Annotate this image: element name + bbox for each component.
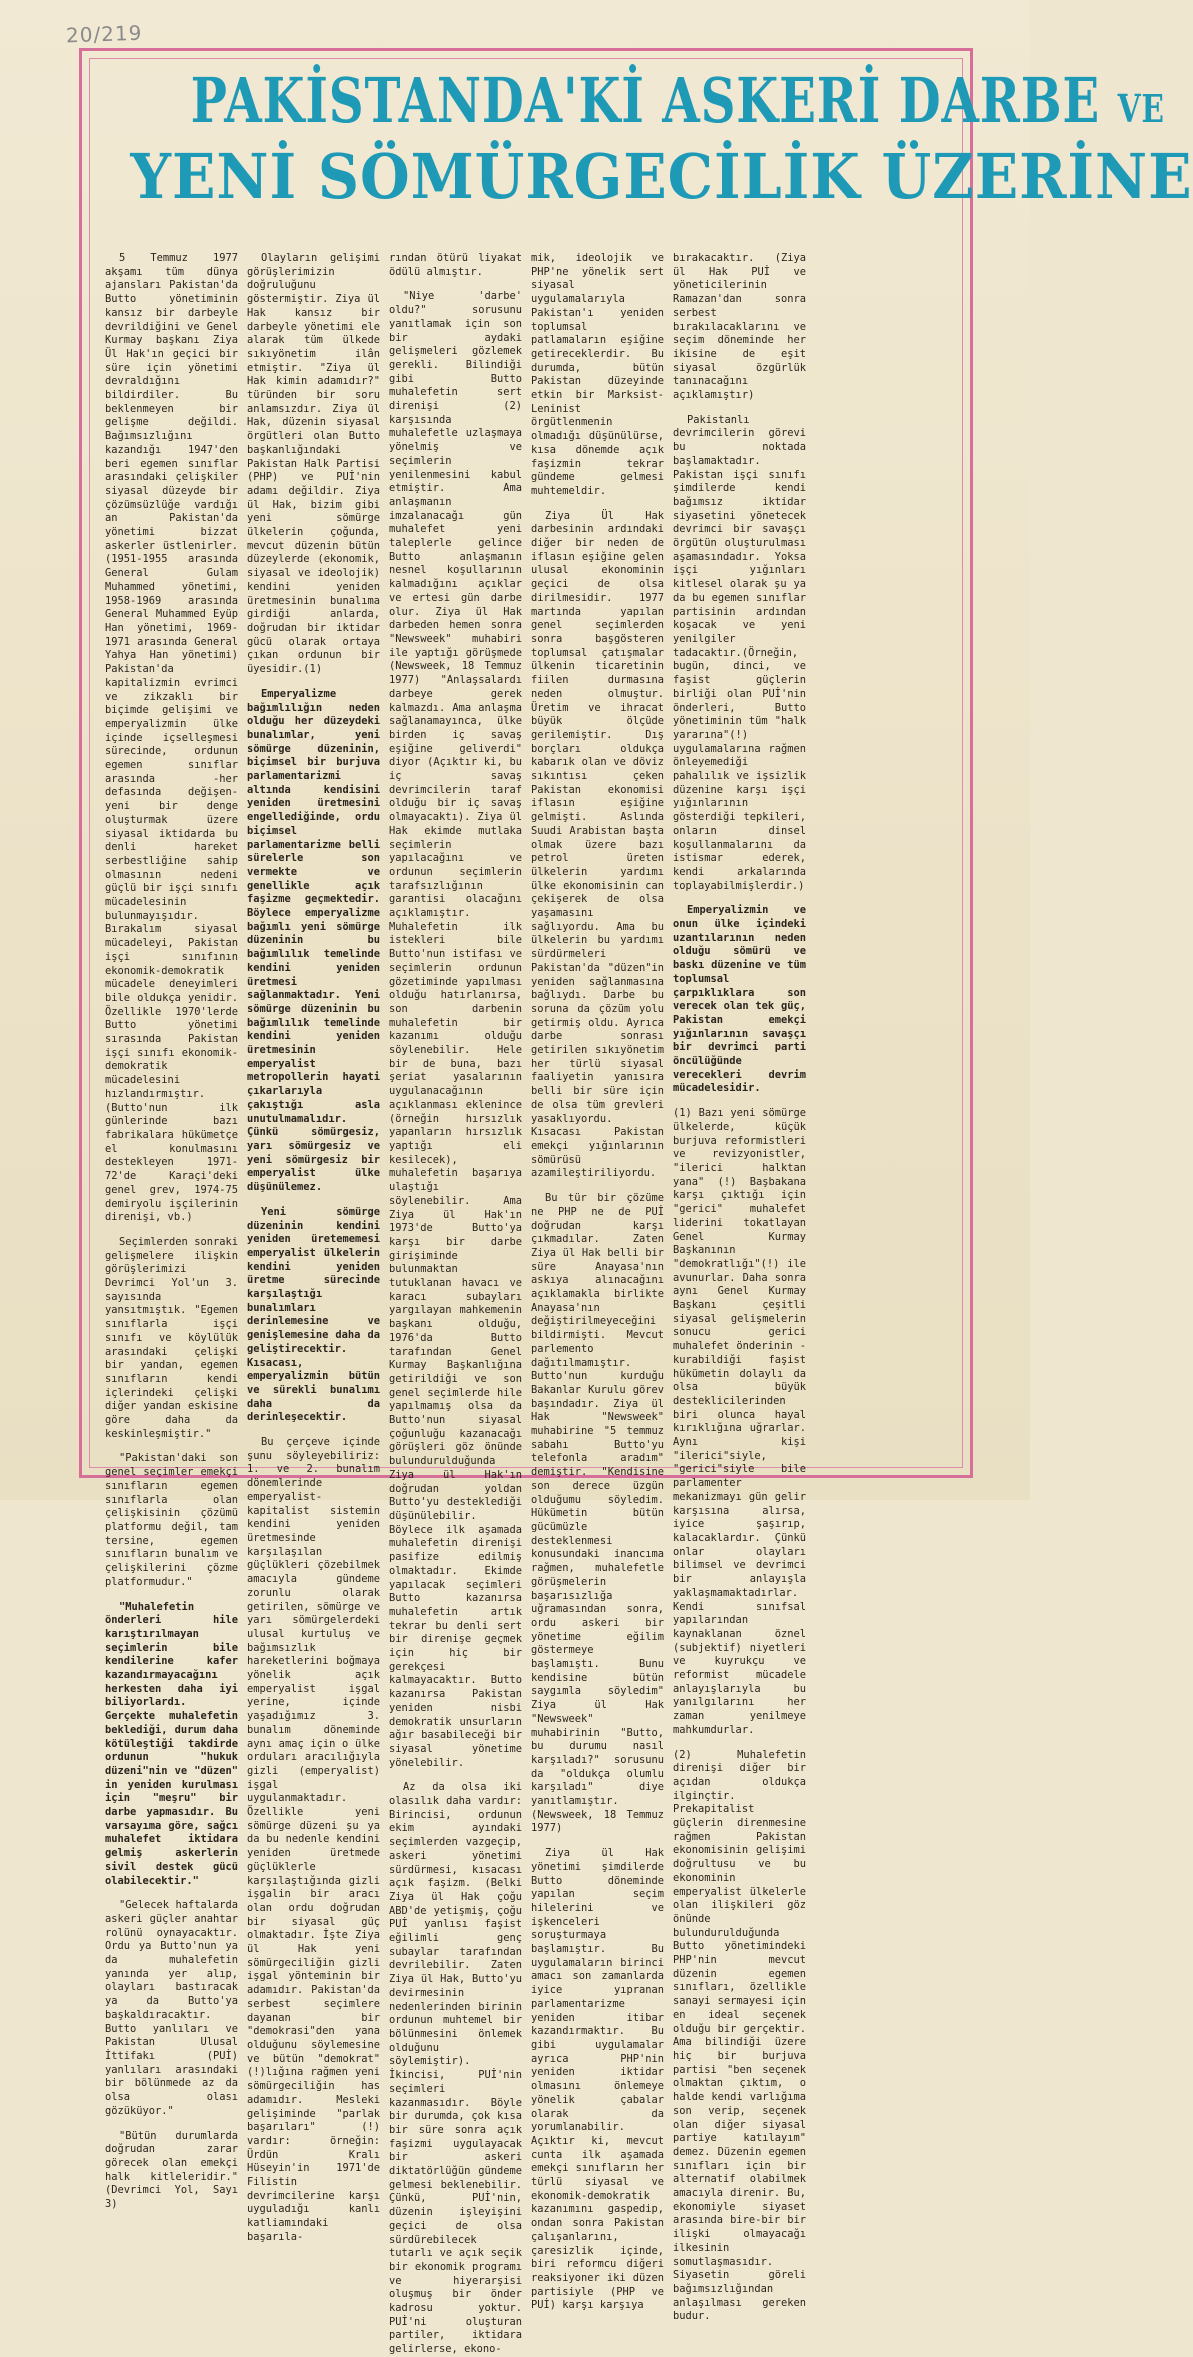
paragraph: 5 Temmuz 1977 akşamı tüm dünya ajansları Pakistan'da Butto yönetiminin kansız bir darbeyle devrildiğini ve Genel Kurmay başkanı Ziya Ül Hak'ın geçici bir süre için yönetimi devraldığını bildirdiler. Bu beklenmeyen bir gelişme değildi. Bağımsızlığını kazandığı 1947'den beri egemen sınıflar arasındaki çelişkiler siyasal düzeyde bir çözümsüzlüğe vardığı an Pakistan'da yönetimi bizzat askerler üstlenirler. (1951-1955 arasında General Gulam Muhammed yönetimi, 1958-1969 arasında General Muhammed Eyüp Han yönetimi, 1969-1971 arasında General Yahya Han yönetimi) Pakistan'da kapitalizmin evrimci ve zikzaklı bir biçimde gelişimi ve emperyalizmin ülke içinde içselleşmesi sürecinde, ordunun egemen sınıflar arasında -her defasında değişen- yeni bir denge oluşturmak üzere siyasal iktidarda bu denli hareket serbestliğine sahip olmasının nedeni güçlü bir işçi sınıfı mücadelesinin bulunmayışıdır. Bırakalım siyasal mücadeleyi, Pakistan işçi sınıfının ekonomik-demokratik mücadele deneyimleri bile oldukça yenidir. Özellikle 1970'lerde Butto yönetimi sırasında Pakistan işçi sınıfı ekonomik-demokratik mücadelesini hızlandırmıştır. (Butto'nun ilk günlerinde bazı fabrikalara hükümetçe el konulmasını destekleyen 1971-72'de Karaçi'deki genel grev, 1974-75 demiryolu işçilerinin direnişi, vb.) [105,252,238,1224]
paragraph: bırakacaktır. (Ziya ül Hak PUİ ve yöneticilerinin Ramazan'dan sonra serbest bırakılacaklarını ve seçim döneminde her ikisine de eşit siyasal özgürlük tanınacağını açıklamıştır) [673,252,806,402]
paragraph: "Gelecek haftalarda askeri güçler anahtar rolünü oynayacaktır. Ordu ya Butto'nun ya da muhalefetin yanında yer alıp, olayları bastıracak ya da Butto'ya başkaldıracaktır. Butto yanlıları ve Pakistan Ulusal İttifakı (PUİ) yanlıları arasındaki bir bölünmede az da olsa olası gözüküyor." [105,1899,238,2117]
paragraph: "Bütün durumlarda doğrudan zarar görecek olan emekçi halk kitleleridir." (Devrimci Yol, Sayı 3) [105,2129,238,2211]
text-column-3 [389,252,522,2356]
text-column-1 [105,252,238,2211]
article-body [105,252,950,2356]
paragraph: Bu çerçeve içinde şunu söyleyebiliriz: 1. ve 2. bunalım dönemlerinde emperyalist-kapitalist sistemin kendini yeniden üretmesinde karşılaşılan güçlükleri çözebilmek amacıyla gündeme zorunlu olarak getirilen, sömürge ve yarı sömürgelerdeki ulusal kurtuluş ve bağımsızlık hareketlerini boğmaya yönelik açık emperyalist işgal yerine, içinde yaşadığımız 3. bunalım döneminde aynı amaç için o ülke orduları aracılığıyla gizli (emperyalist) işgal uygulanmaktadır. Özellikle yeni sömürge düzeni şu ya da bu nedenle kendini yeniden üretmede güçlüklerle karşılaştığında gizli işgalin bir aracı olan ordu doğrudan bir siyasal güç olmaktadır. İşte Ziya ül Hak yeni sömürgeciliğin gizli işgal yönteminin bir adamıdır. Pakistan'da serbest seçimlere dayanan bir "demokrasi"den yana olduğunu söylemesine ve bütün "demokrat"(!)lığına rağmen yeni sömürgeciliğin has adamıdır. Mesleki gelişiminde "parlak başarıları" (!) vardır: örneğin: Ürdün Kralı Hüseyin'in 1971'de Filistin devrimcilerine karşı uyguladığı kanlı katliamındaki başarıla- [247,1436,380,2243]
paragraph: "Pakistan'daki son genel seçimler emekçi sınıfların egemen sınıflarla olan çelişkisinin çözümü platformu değil, tam tersine, egemen sınıfların bunalım ve çelişkilerini çözme platformudur." [105,1452,238,1588]
text-column-2 [247,252,380,2243]
headline-line-1 [190,64,1165,137]
paragraph: Yeni sömürge düzeninin kendini yeniden üretememesi emperyalist ülkelerin kendini yeniden üretme sürecinde karşılaştığı bunalımları derinlemesine ve genişlemesine daha da geliştirecektir. Kısacası, emperyalizmin bütün ve sürekli bunalımı daha da derinleşecektir. [247,1205,380,1424]
paragraph: Olayların gelişimi görüşlerimizin doğruluğunu göstermiştir. Ziya ül Hak kansız bir darbeyle yönetimi ele alarak tüm ülkede sıkıyönetim ilân etmiştir. "Ziya ül Hak kimin adamıdır?" türünden bir soru anlamsızdır. Ziya ül Hak, düzenin siyasal örgütleri olan Butto başkanlığındaki Pakistan Halk Partisi (PHP) ve PUİ'nin adamı değildir. Ziya ül Hak, bizim gibi yeni sömürge ülkelerin çoğunda, mevcut düzenin bütün düzeylerde (ekonomik, siyasal ve ideolojik) kendini yeniden üretmesinin bunalıma girdiği anlarda, doğrudan bir iktidar gücü olarak ortaya çıkan ordunun bir üyesidir.(1) [247,252,380,676]
paragraph: Pakistanlı devrimcilerin görevi bu noktada başlamaktadır. Pakistan işçi sınıfı şimdilerde kendi bağımsız iktidar siyasetini yönetecek devrimci bir savaşçı örgütün oluşturulması aşamasındadır. Yoksa işçi yığınları kitlesel olarak şu ya da bu egemen sınıflar partisinin ardından koşacak ve yeni yenilgiler tadacaktır.(Örneğin, bugün, dinci, ve faşist güçlerin birliği olan PUİ'nin önderleri, Butto yönetiminin tüm "halk yararına"(!) uygulamalarına rağmen önleyemediği pahalılık ve işsizlik düzenine karşı işçi yığınlarının gösterdiği tepkileri, onların dinsel koşullanmalarını da istismar ederek, kendi arkalarında toplayabilmişlerdir.) [673,413,806,892]
paragraph: Az da olsa iki olasılık daha vardır: Birincisi, ordunun ekim ayındaki seçimlerden vazgeçip, askeri yönetimi sürdürmesi, kısacası açık faşizm. (Belki Ziya ül Hak çoğu ABD'de yetişmiş, çoğu PUİ yanlısı faşist eğilimli genç subaylar tarafından devrilebilir. Zaten Ziya ül Hak, Butto'yu devirmesinin nedenlerinden birinin ordunun muhtemel bir bölünmesini önlemek olduğunu söylemiştir). İkincisi, PUİ'nin seçimleri kazanmasıdır. Böyle bir durumda, çok kısa bir süre sonra açık faşizmi uygulayacak bir askeri diktatörlüğün gündeme gelmesi beklenebilir. Çünkü, PUİ'nin, düzenin işleyişini geçici de olsa sürdürebilecek tutarlı ve açık seçik bir ekonomik programı ve hiyerarşisi oluşmuş bir önder kadrosu yoktur. PUİ'ni oluşturan partiler, iktidara gelirlerse, ekono- [389,1781,522,2356]
footnote: (2) Muhalefetin direnişi diğer bir açıdan oldukça ilginçtir. Prekapitalist güçlerin direnmesine rağmen Pakistan ekonomisinin gelişimi doğrultusu ve bu ekonominin emperyalist ülkelerle olan ilişkileri göz önünde bulundurulduğunda Butto yönetimindeki PHP'nin mevcut düzenin egemen sınıfları, özellikle sanayi sermayesi için en ideal seçenek olduğu bir gerçektir. Ama bilindiği üzere hiç bir burjuva partisi "ben seçenek olmaktan çıktım, o halde kendi varlığıma son verip, seçenek olan diğer siyasal partiye katılayım" demez. Düzenin egemen sınıfları için bir alternatif olabilmek amacıyla direnir. Bu, ekonomiyle siyaset arasında bire-bir bir ilişki olmayacağı ilkesinin somutlaşmasıdır. Siyasetin göreli bağımsızlığından anlaşılması gereken budur. [673,1748,806,2323]
headline-line-1-text: PAKİSTANDA'Kİ ASKERİ DARBE [190,64,1101,137]
paragraph: Seçimlerden sonraki gelişmelere ilişkin görüşlerimizi Devrimci Yol'un 3. sayısında yansıtmıştık. "Egemen sınıflarla işçi sınıfı ve köylülük arasındaki çelişki bir yandan, egemen sınıfların kendi içlerindeki çelişki diğer yandan eskisine göre daha da keskinleşmiştir." [105,1235,238,1440]
paragraph: "Niye 'darbe' oldu?" sorusunu yanıtlamak için son bir aydaki gelişmeleri gözlemek gerekli. Bilindiği gibi Butto muhalefetin sert direnişi (2) karşısında muhalefetle uzlaşmaya yönelmiş ve seçimlerin yenilenmesini kabul etmiştir. Ama anlaşmanın imzalanacağı gün muhalefet yeni taleplerle gelince Butto anlaşmanın nesnel koşullarının kalmadığını açıklar ve ertesi gün darbe olur. Ziya ül Hak darbeden hemen sonra "Newsweek" muhabiri ile yaptığı görüşmede (Newsweek, 18 Temmuz 1977) "Anlaşsalardı darbeye gerek kalmazdı. Ama anlaşma sağlanamayınca, ülke birden iç savaş eşiğine geliverdi" diyor (Açıktır ki, bu iç savaş devrimcilerin taraf olduğu bir iç savaş olmayacaktı). Ziya ül Hak ekimde mutlaka seçimlerin yapılacağını ve ordunun seçimlerin tarafsızlığının garantisi olacağını açıklamıştır. Muhalefetin ilk istekleri bile Butto'nun istifası ve seçimlerin ordunun gözetiminde yapılması olduğu hatırlanırsa, son darbenin muhalefetin bir kazanımı olduğu söylenebilir. Hele bir de buna, bazı şeriat yasalarının uygulanacağının açıklanması eklenince (örneğin hırsızlık yapanların hırsızlık yaptığı eli kesilecek), muhalefetin başarıya ulaştığı söylenebilir. Ama Ziya ül Hak'ın 1973'de Butto'ya karşı bir darbe girişiminde bulunmaktan tutuklanan havacı ve karacı subayları yargılayan mahkemenin başkanı olduğu, 1976'da Butto tarafından Genel Kurmay Başkanlığına getirildiği ve son genel seçimlerde hile yapılmamış olsa da Butto'nun siyasal çoğunluğu kazanacağı görüşleri göz önünde bulundurulduğunda Ziya ül Hak'ın doğrudan yoldan Butto'yu desteklediği düşünülebilir. Böylece ilk aşamada muhalefetin direnişi pasifize edilmiş olmaktadır. Ekimde yapılacak seçimleri Butto kazanırsa muhalefetin artık tekrar bu denli sert bir direnişe geçmek için hiç bir gerekçesi kalmayacaktır. Butto kazanırsa Pakistan yeniden nisbi demokratik unsurların ağır basabileceği bir siyasal yönetime yönelebilir. [389,290,522,1769]
paragraph: rından ötürü liyakat ödülü almıştır. [389,252,522,278]
footnote: (1) Bazı yeni sömürge ülkelerde, küçük burjuva reformistleri ve revizyonistler, "ilerici halktan yana" (!) Başbakana karşı çıktığı için "gerici" muhalefet liderini tokatlayan Genel Kurmay Başkanının "demokratlığı"(!) ile avunurlar. Daha sonra aynı Genel Kurmay Başkanı çeşitli siyasal gelişmelerin sonucu gerici muhalefet önderinin -kurabildiği faşist hükümetin dolaylı da olsa büyük desteklicilerinden biri olunca hayal kırıklığına uğrarlar. Aynı kişi "ilerici"siyle, "gerici"siyle bile parlamenter mekanizmayı gün gelir karşısına alırsa, iyice şaşırıp, kalacaklardır. Çünkü onlar olayları bilimsel ve devrimci bir anlayışla yaklaşmamaktadırlar. Kendi sınıfsal yapılarından kaynaklanan öznel (subjektif) niyetleri ve kuyrukçu ve reformist mücadele anlayışlarıyla bu yanılgılarını her zaman yenilmeye mahkumdurlar. [673,1107,806,1736]
paragraph: Ziya Ül Hak darbesinin ardındaki diğer bir neden de iflasın eşiğine gelen ulusal ekonominin geçici de olsa dirilmesidir. 1977 martında yapılan genel seçimlerden sonra başgösteren toplumsal çatışmalar ülkenin ticaretinin fiilen durmasına neden olmuştur. Üretim ve ihracat büyük ölçüde gerilemiştir. Dış borçları oldukça kabarık olan ve döviz sıkıntısı çeken Pakistan ekonomisi iflasın eşiğine gelmişti. Aslında Suudi Arabistan başta olmak üzere bazı petrol üreten ülkelerin yardımı ülke ekonomisinin can çekişerek de olsa yaşamasını sağlıyordu. Ama bu ülkelerin bu yardımı sürdürmeleri Pakistan'da "düzen"in yeniden sağlanmasına bağlıydı. Darbe bu soruna da çözüm yolu getirmiş oldu. Ayrıca darbe sonrası getirilen sıkıyönetim her türlü siyasal faaliyetin yanısıra belli bir süre için de olsa tüm grevleri yasaklıyordu. Kısacası Pakistan emekçi yığınlarının sömürüsü azamileştiriliyordu. [531,509,664,1180]
paragraph: Emperyalizme bağımlılığın neden olduğu her düzeydeki bunalımlar, yeni sömürge düzeninin, biçimsel bir burjuva parlamentarizmi altında kendisini yeniden üretmesini engellediğinde, ordu biçimsel parlamentarizme belli sürelerle son vermekte ve genellikle açık faşizme geçmektedir. Böylece emperyalizme bağımlı yeni sömürge düzeninin bu bağımlılık temelinde kendini yeniden üretmesi sağlanmaktadır. Yeni sömürge düzeninin bu bağımlılık temelinde kendini yeniden üretmesinin emperyalist metropollerin hayati çıkarlarıyla çakıştığı asla unutulmamalıdır. Çünkü sömürgesiz, yarı sömürgesiz ve yeni sömürgesiz bir emperyalist ülke düşünülemez. [247,687,380,1194]
text-column-4 [531,252,664,2312]
text-column-5 [673,252,806,2323]
paragraph: Bu tür bir çözüme ne PHP ne de PUİ doğrudan karşı çıkmadılar. Zaten Ziya ül Hak belli bir süre Anayasa'nın askıya alınacağını açıklamakla birlikte Anayasa'nın değiştirilmeyeceğini bildirmişti. Mevcut parlemento dağıtılmamıştır. Butto'nun kurduğu Bakanlar Kurulu görev başındadır. Ziya ül Hak "Newsweek" muhabirine "5 temmuz sabahı Butto'yu telefonla aradım" demiştir. "Kendisine son derece üzgün olduğumu söyledim. Hükümetin bütün gücümüzle desteklenmesi konusundaki inancıma rağmen, muhalefetle görüşmelerin başarısızlığa uğramasından sonra, ordu askeri bir yönetime eğilim göstermeye başlamıştı. Bunu kendisine bütün saygımla söyledim" Ziya ül Hak "Newsweek" muhabirinin "Butto, bu durumu nasıl karşıladı?" sorusunu da "oldukça olumlu karşıladı" diye yanıtlamıştır. (Newsweek, 18 Temmuz 1977) [531,1192,664,1835]
archive-number: 20/219 [65,20,143,48]
paragraph: "Muhalefetin önderleri hile karıştırılmayan seçimlerin bile kendilerine kafer kazandırmayacağını herkesten daha iyi biliyorlardı. Gerçekte muhalefetin beklediği, durum daha kötüleştiği takdirde ordunun "hukuk düzeni"nin ve "düzen" in yeniden kurulması için "meşru" bir darbe yapmasıdır. Bu varsayıma göre, sağcı muhalefet iktidara gelmiş askerlerin sivil destek gücü olabilecektir." [105,1600,238,1887]
paragraph: mik, ideolojik ve PHP'ne yönelik sert siyasal uygulamalarıyla Pakistan'ı yeniden toplumsal patlamaların eşiğine getireceklerdir. Bu durumda, bütün Pakistan düzeyinde etkin bir Marksist-Leninist örgütlenmenin olmadığı düşünülürse, kısa dönemde açık faşizmin tekrar gündeme gelmesi muhtemeldir. [531,252,664,497]
headline-line-1-suffix: VE [1117,86,1165,131]
headline-line-2: YENİ SÖMÜRGECİLİK ÜZERİNE [130,140,1193,213]
paragraph: Ziya ül Hak yönetimi şimdilerde Butto döneminde yapılan seçim hilelerini ve işkenceleri soruşturmaya başlamıştır. Bu uygulamaların birinci amacı son zamanlarda iyice yıpranan parlamentarizme yeniden itibar kazandırmaktır. Bu gibi uygulamalar ayrıca PHP'nin yeniden iktidar olmasını önlemeye yönelik çabalar olarak da yorumlanabilir. Açıktır ki, mevcut cunta ilk aşamada emekçi sınıfların her türlü siyasal ve ekonomik-demokratik kazanımını gaspedip, ondan sonra Pakistan çalışanlarını, çaresizlik içinde, biri reformcu diğeri reaksiyoner iki düzen partisiyle (PHP ve PUİ) karşı karşıya [531,1847,664,2312]
headline [96,64,1193,213]
paragraph: Emperyalizmin ve onun ülke içindeki uzantılarının neden olduğu sömürü ve baskı düzenine ve tüm toplumsal çarpıklıklara son verecek olan tek güç, Pakistan emekçi yığınlarının savaşçı bir devrimci parti öncülüğünde verecekleri devrim mücadelesidir. [673,904,806,1095]
